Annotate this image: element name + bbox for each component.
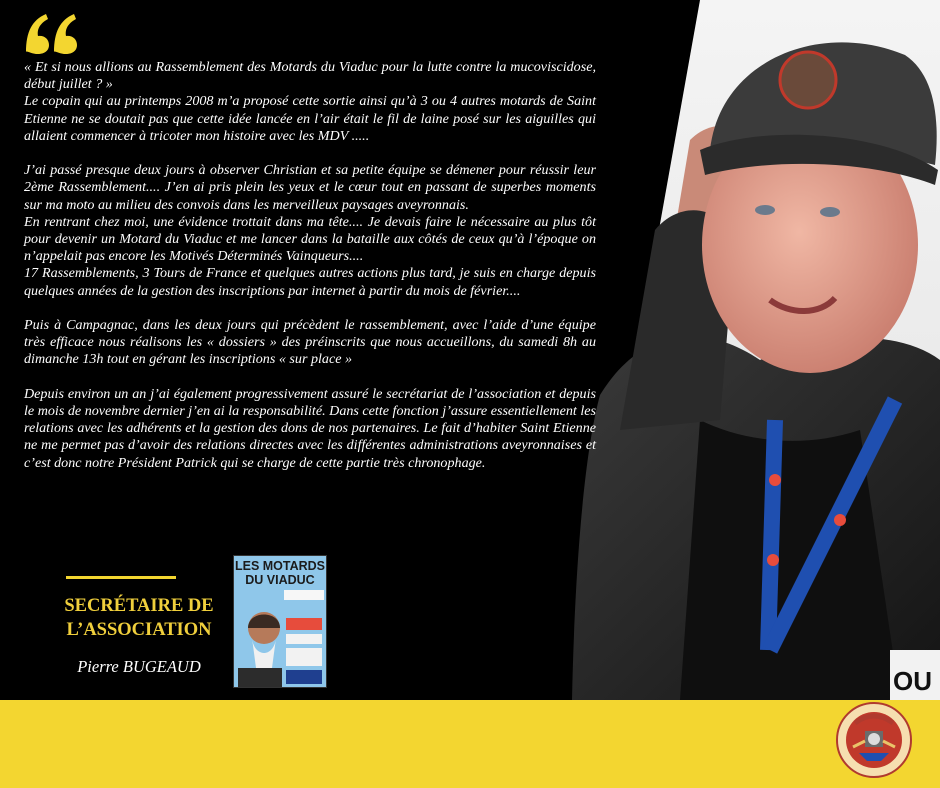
paragraph: « Et si nous allions au Rassemblement des Motards du Viaduc pour la lutte contre la mucoviscidose, début juillet ? » Le copain qui au printemps 2008 m’a proposé cette sortie ainsi qu’à 3 ou 4 autres motards de Saint Etienne ne se doutait pas que cette idée lancée en l’air était le fil de laine posé sur les aiguilles qui allaient commencer à tricoter mon histoire avec les MDV ..... <box>24 59 596 144</box>
person-name: Pierre BUGEAUD <box>77 657 201 676</box>
paragraph: Depuis environ un an j’ai également progressivement assuré le secrétariat de l’association et depuis le mois de novembre dernier j’en ai la responsabilité. Dans cette fonction j’assure essentiellement les relations avec les adhérents et la gestion des dons de nos partenaires. Le fait d’habiter Saint Etienne ne me permet pas d’avoir des relations directes avec les différentes administrations aveyronnaises et c’est donc notre Président Patrick qui se charge de cette partie très chronophage. <box>24 385 596 471</box>
svg-text:OU: OU <box>893 666 932 696</box>
poster-title <box>234 559 326 587</box>
bottom-yellow-band <box>0 700 940 788</box>
poster-title-line: LES MOTARDS <box>234 559 326 573</box>
role-line: L’ASSOCIATION <box>66 620 212 640</box>
paragraph: J’ai passé presque deux jours à observer Christian et sa petite équipe se démener pour réussir leur 2ème Rassemblement.... J’en ai pris plein les yeux et le cœur tout en passant de superbes moments sur ma moto au milieu des convois dans les merveilleux paysages aveyronnais. En rentrant chez moi, une évidence trottait dans ma tête.... Je devais faire le nécessaire au plus tôt pour devenir un Motard du Viaduc et me lancer dans la bataille aux côtés de ceux qu’à l’époque on n’appelait pas encore les Motivés Déterminés Vainqueurs.... 17 Rassemblements, 3 Tours de France et quelques autres actions plus tard, je suis en charge depuis quelques années de la gestion des inscriptions par internet à partir du mois de février.... <box>24 162 596 299</box>
testimonial-text <box>24 59 596 472</box>
role-line: SECRÉTAIRE DE <box>64 596 214 616</box>
role-title <box>54 594 224 642</box>
poster-title-line: DU VIADUC <box>245 573 315 587</box>
event-poster <box>233 555 327 688</box>
poster-illustration <box>234 588 326 687</box>
association-logo <box>835 701 913 779</box>
divider <box>66 576 176 579</box>
quote-icon <box>24 10 80 54</box>
paragraph: Puis à Campagnac, dans les deux jours qui précèdent le rassemblement, avec l’aide d’une équipe très efficace nous réalisons les « dossiers » des préinscrits que nous accueillons, du samedi 8h au dimanche 13h tout en gérant les inscriptions « sur place » <box>24 317 596 368</box>
